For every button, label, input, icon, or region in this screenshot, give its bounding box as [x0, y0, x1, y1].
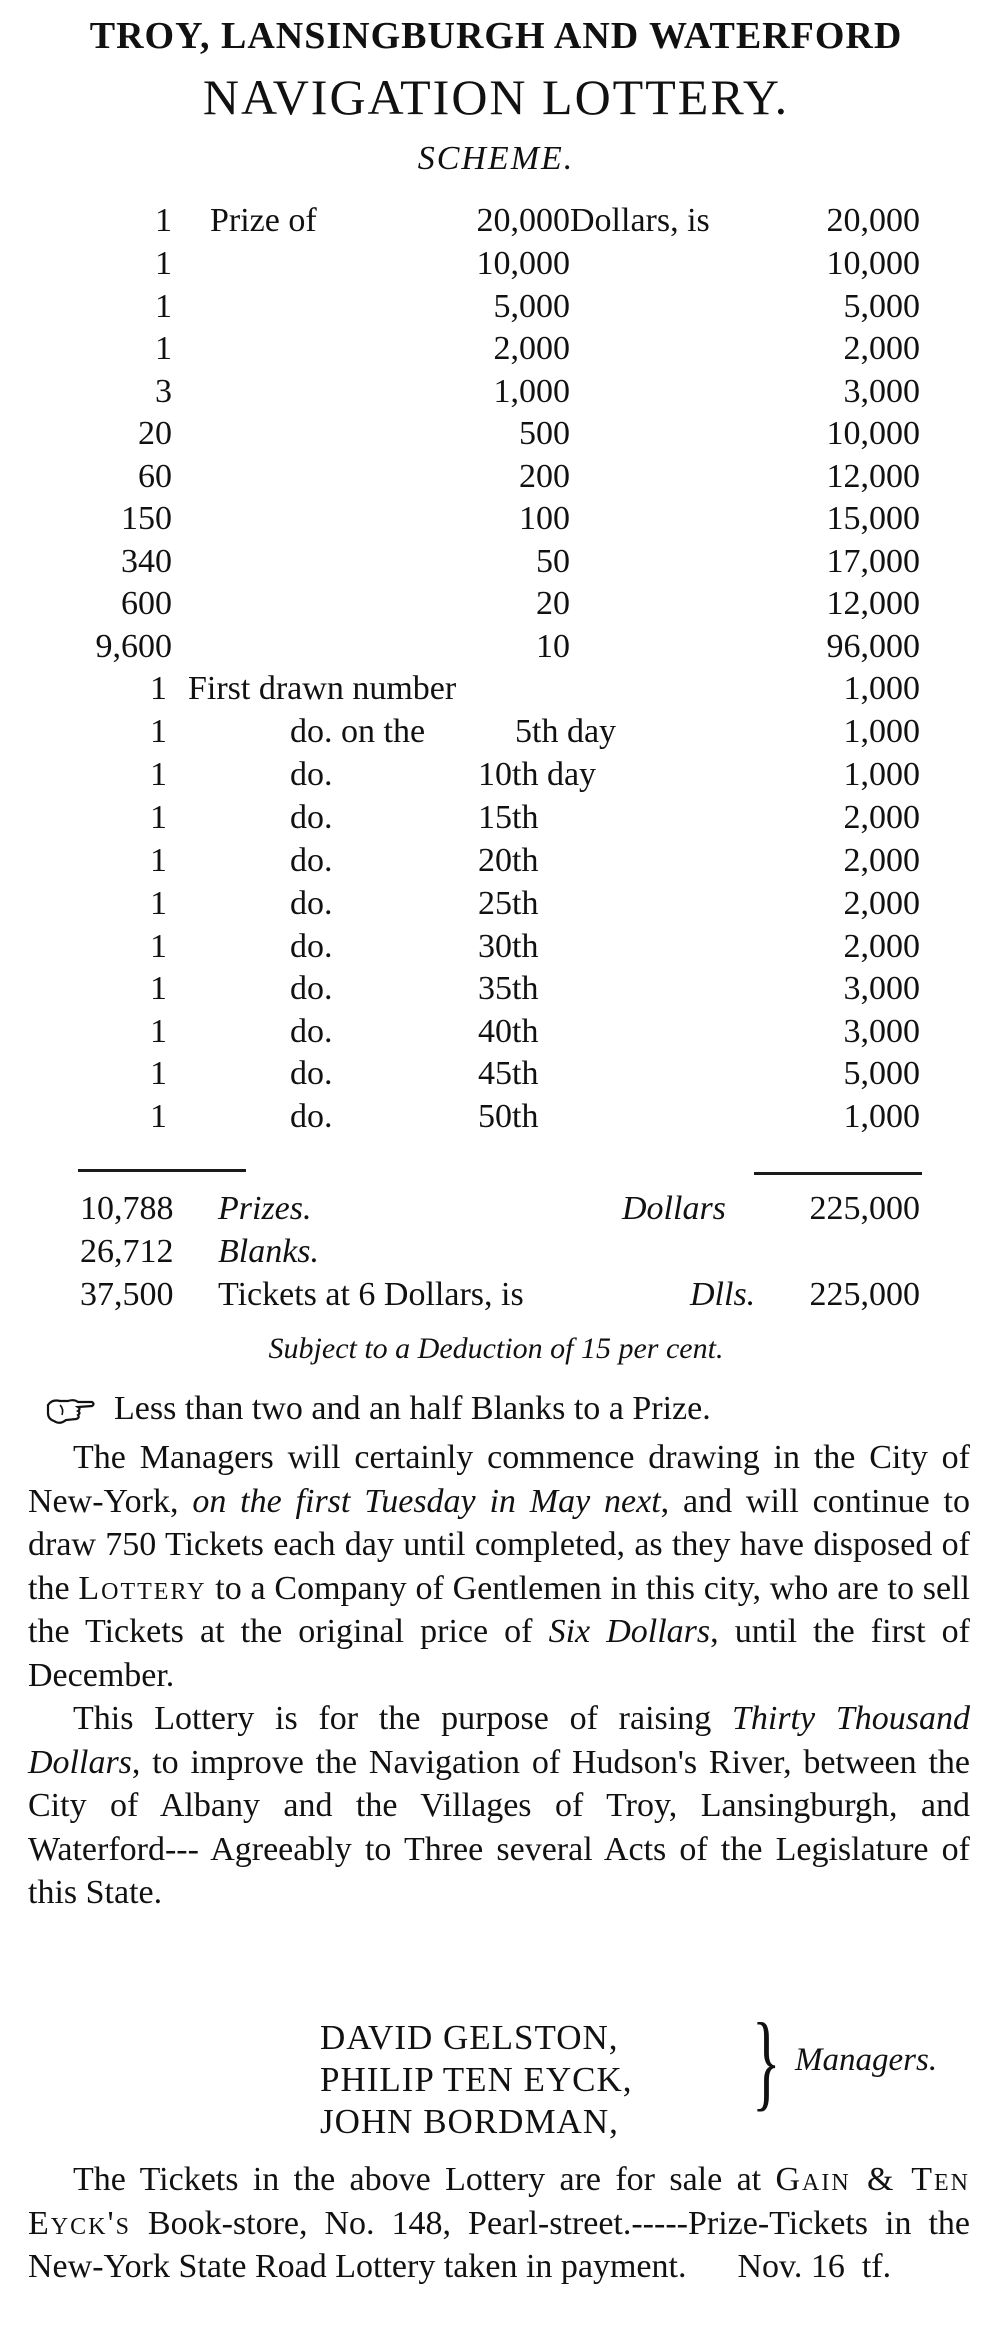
prize-total: 1,000 — [843, 713, 920, 750]
table-row — [0, 670, 992, 713]
table-row — [0, 799, 992, 842]
divider-right — [754, 1172, 922, 1175]
prize-quantity: 150 — [121, 500, 172, 537]
prize-total: 5,000 — [843, 288, 920, 325]
draw-ditto: do. — [290, 970, 333, 1007]
prize-quantity: 9,600 — [95, 628, 172, 665]
prize-amount: 50 — [536, 543, 570, 580]
prize-total: 20,000 — [826, 202, 920, 239]
text-small-caps: Lottery — [78, 1569, 207, 1607]
prize-amount: 2,000 — [493, 330, 570, 367]
draw-day: 15th — [478, 799, 539, 836]
prize-total: 1,000 — [843, 756, 920, 793]
text: , until the first of December. — [28, 1613, 970, 1694]
prize-amount: 500 — [519, 415, 570, 452]
prize-total: 1,000 — [843, 670, 920, 707]
prize-amount: 20 — [536, 585, 570, 622]
manager-name: PHILIP TEN EYCK, — [320, 2060, 633, 2099]
table-row — [0, 330, 992, 373]
draw-ditto: do. on the — [290, 713, 426, 750]
blanks-count: 26,712 — [80, 1233, 174, 1270]
prize-total: 5,000 — [843, 1055, 920, 1092]
text: This Lottery is for the purpose of raising — [73, 1700, 732, 1737]
prize-amount: 20,000 — [476, 202, 570, 239]
table-row — [0, 373, 992, 416]
prize-total: 2,000 — [843, 842, 920, 879]
paragraph-purpose — [28, 1697, 970, 1915]
draw-day: 45th — [478, 1055, 539, 1092]
prize-label: Prize of — [210, 202, 317, 239]
text: The Tickets in the above Lottery are for sale at — [73, 2161, 776, 2198]
draw-ditto: do. — [290, 885, 333, 922]
draw-quantity: 1 — [150, 842, 167, 879]
tickets-total: 225,000 — [809, 1276, 920, 1313]
table-row — [0, 202, 992, 245]
prize-total: 17,000 — [826, 543, 920, 580]
text-italic: on the first Tuesday in May next — [192, 1482, 661, 1520]
table-row — [0, 543, 992, 586]
prize-total: 2,000 — [843, 330, 920, 367]
draw-day: 10th day — [478, 756, 597, 793]
prize-amount: 100 — [519, 500, 570, 537]
prize-amount: 1,000 — [493, 373, 570, 410]
text: to a Company of Gentlemen in this city, who are to sell the Tickets at the original price of — [28, 1569, 970, 1650]
summary-tickets-row — [0, 1276, 992, 1320]
scheme-heading: SCHEME. — [417, 140, 575, 177]
draw-ditto: do. — [290, 1055, 333, 1092]
prize-total: 2,000 — [843, 928, 920, 965]
draw-quantity: 1 — [150, 885, 167, 922]
draw-quantity: 1 — [150, 1013, 167, 1050]
draw-day: 5th day — [515, 713, 617, 750]
table-row — [0, 1055, 992, 1098]
draw-day: 20th — [478, 842, 539, 879]
prize-amount: 200 — [519, 458, 570, 495]
prize-suffix: Dollars, is — [570, 202, 710, 239]
draw-quantity: 1 — [150, 756, 167, 793]
table-row — [0, 245, 992, 288]
text: , and will continue to draw 750 Tickets each day until completed, as they have disposed of the — [28, 1482, 970, 1607]
ratio-note — [44, 1390, 711, 1428]
dollars-label: Dollars — [622, 1190, 726, 1227]
table-row — [0, 585, 992, 628]
draw-quantity: 1 — [150, 713, 167, 750]
publication-date: Nov. 16 — [737, 2248, 845, 2285]
table-row — [0, 970, 992, 1013]
table-row — [0, 500, 992, 543]
summary-prizes-row — [0, 1190, 992, 1234]
text-italic: Thirty Thousand Dollars — [28, 1700, 970, 1781]
blanks-label: Blanks. — [218, 1233, 320, 1270]
prize-total: 96,000 — [826, 628, 920, 665]
prize-quantity: 20 — [138, 415, 172, 452]
text: The Managers will certainly commence drawing in the City of New-York, — [28, 1439, 970, 1520]
draw-day: 25th — [478, 885, 539, 922]
prize-quantity: 340 — [121, 543, 172, 580]
dlls-label: Dlls. — [690, 1276, 756, 1313]
brace-icon: } — [752, 2002, 781, 2121]
draw-quantity: 1 — [150, 928, 167, 965]
till-forbid-mark: tf. — [861, 2248, 892, 2285]
divider-left — [78, 1169, 246, 1172]
draw-ditto: do. — [290, 842, 333, 879]
prize-quantity: 1 — [155, 202, 172, 239]
table-row — [0, 756, 992, 799]
prize-total: 10,000 — [826, 245, 920, 282]
table-row — [0, 928, 992, 971]
manager-name: DAVID GELSTON, — [320, 2018, 619, 2057]
pointing-hand-icon — [44, 1395, 96, 1427]
draw-quantity: 1 — [150, 970, 167, 1007]
headline: TROY, LANSINGBURGH AND WATERFORD — [89, 15, 903, 57]
table-row — [0, 288, 992, 331]
table-row — [0, 415, 992, 458]
table-row — [0, 1098, 992, 1141]
tickets-label: Tickets at 6 Dollars, is — [218, 1276, 524, 1313]
table-row — [0, 885, 992, 928]
prize-total: 3,000 — [843, 970, 920, 1007]
page-title: NAVIGATION LOTTERY. — [202, 69, 790, 125]
ratio-note-text: Less than two and an half Blanks to a Prize. — [114, 1390, 711, 1427]
body-text — [28, 1436, 970, 1915]
prize-quantity: 600 — [121, 585, 172, 622]
draw-ditto: do. — [290, 1013, 333, 1050]
draw-ditto: do. — [290, 1098, 333, 1135]
draw-label: First drawn number — [188, 670, 457, 707]
prize-total: 12,000 — [826, 585, 920, 622]
text-small-caps: Gain & Ten Eyck's — [28, 2161, 970, 2242]
draw-quantity: 1 — [150, 799, 167, 836]
draw-quantity: 1 — [150, 1055, 167, 1092]
prize-total: 12,000 — [826, 458, 920, 495]
prize-amount: 10 — [536, 628, 570, 665]
prize-quantity: 1 — [155, 288, 172, 325]
deduction-note: Subject to a Deduction of 15 per cent. — [268, 1332, 724, 1365]
prize-amount: 5,000 — [493, 288, 570, 325]
prize-total: 2,000 — [843, 799, 920, 836]
prizes-label: Prizes. — [218, 1190, 312, 1227]
prize-quantity: 1 — [155, 245, 172, 282]
prize-total: 3,000 — [843, 1013, 920, 1050]
manager-name: JOHN BORDMAN, — [320, 2102, 619, 2141]
summary-blanks-row — [0, 1233, 992, 1277]
draw-quantity: 1 — [150, 1098, 167, 1135]
prize-total: 3,000 — [843, 373, 920, 410]
sale-notice — [28, 2158, 970, 2289]
dollars-total: 225,000 — [809, 1190, 920, 1227]
draw-day: 40th — [478, 1013, 539, 1050]
prize-total: 1,000 — [843, 1098, 920, 1135]
tickets-count: 37,500 — [80, 1276, 174, 1313]
prizes-count: 10,788 — [80, 1190, 174, 1227]
prize-total: 15,000 — [826, 500, 920, 537]
prize-total: 2,000 — [843, 885, 920, 922]
draw-ditto: do. — [290, 799, 333, 836]
paragraph-sale — [28, 2158, 970, 2289]
draw-ditto: do. — [290, 928, 333, 965]
draw-day: 50th — [478, 1098, 539, 1135]
draw-ditto: do. — [290, 756, 333, 793]
prize-quantity: 3 — [155, 373, 172, 410]
draw-day: 30th — [478, 928, 539, 965]
text: , to improve the Navigation of Hudson's River, between the City of Albany and the Villages of Troy, Lansingburgh, and Waterford--- Agreeably to Three several Acts of the Legislature of this State. — [28, 1743, 970, 1911]
table-row — [0, 628, 992, 671]
table-row — [0, 713, 992, 756]
text-italic: Six Dollars — [548, 1613, 711, 1650]
draw-quantity: 1 — [150, 670, 167, 707]
table-row — [0, 842, 992, 885]
table-row — [0, 1013, 992, 1056]
prize-total: 10,000 — [826, 415, 920, 452]
prize-quantity: 1 — [155, 330, 172, 367]
paragraph-drawing — [28, 1436, 970, 1697]
prize-quantity: 60 — [138, 458, 172, 495]
draw-day: 35th — [478, 970, 539, 1007]
managers-label: Managers. — [795, 2042, 938, 2078]
text: Book-store, No. 148, Pearl-street.-----Prize-Tickets in the New-York State Road Lottery taken in payment. — [28, 2204, 970, 2285]
prize-amount: 10,000 — [476, 245, 570, 282]
table-row — [0, 458, 992, 501]
